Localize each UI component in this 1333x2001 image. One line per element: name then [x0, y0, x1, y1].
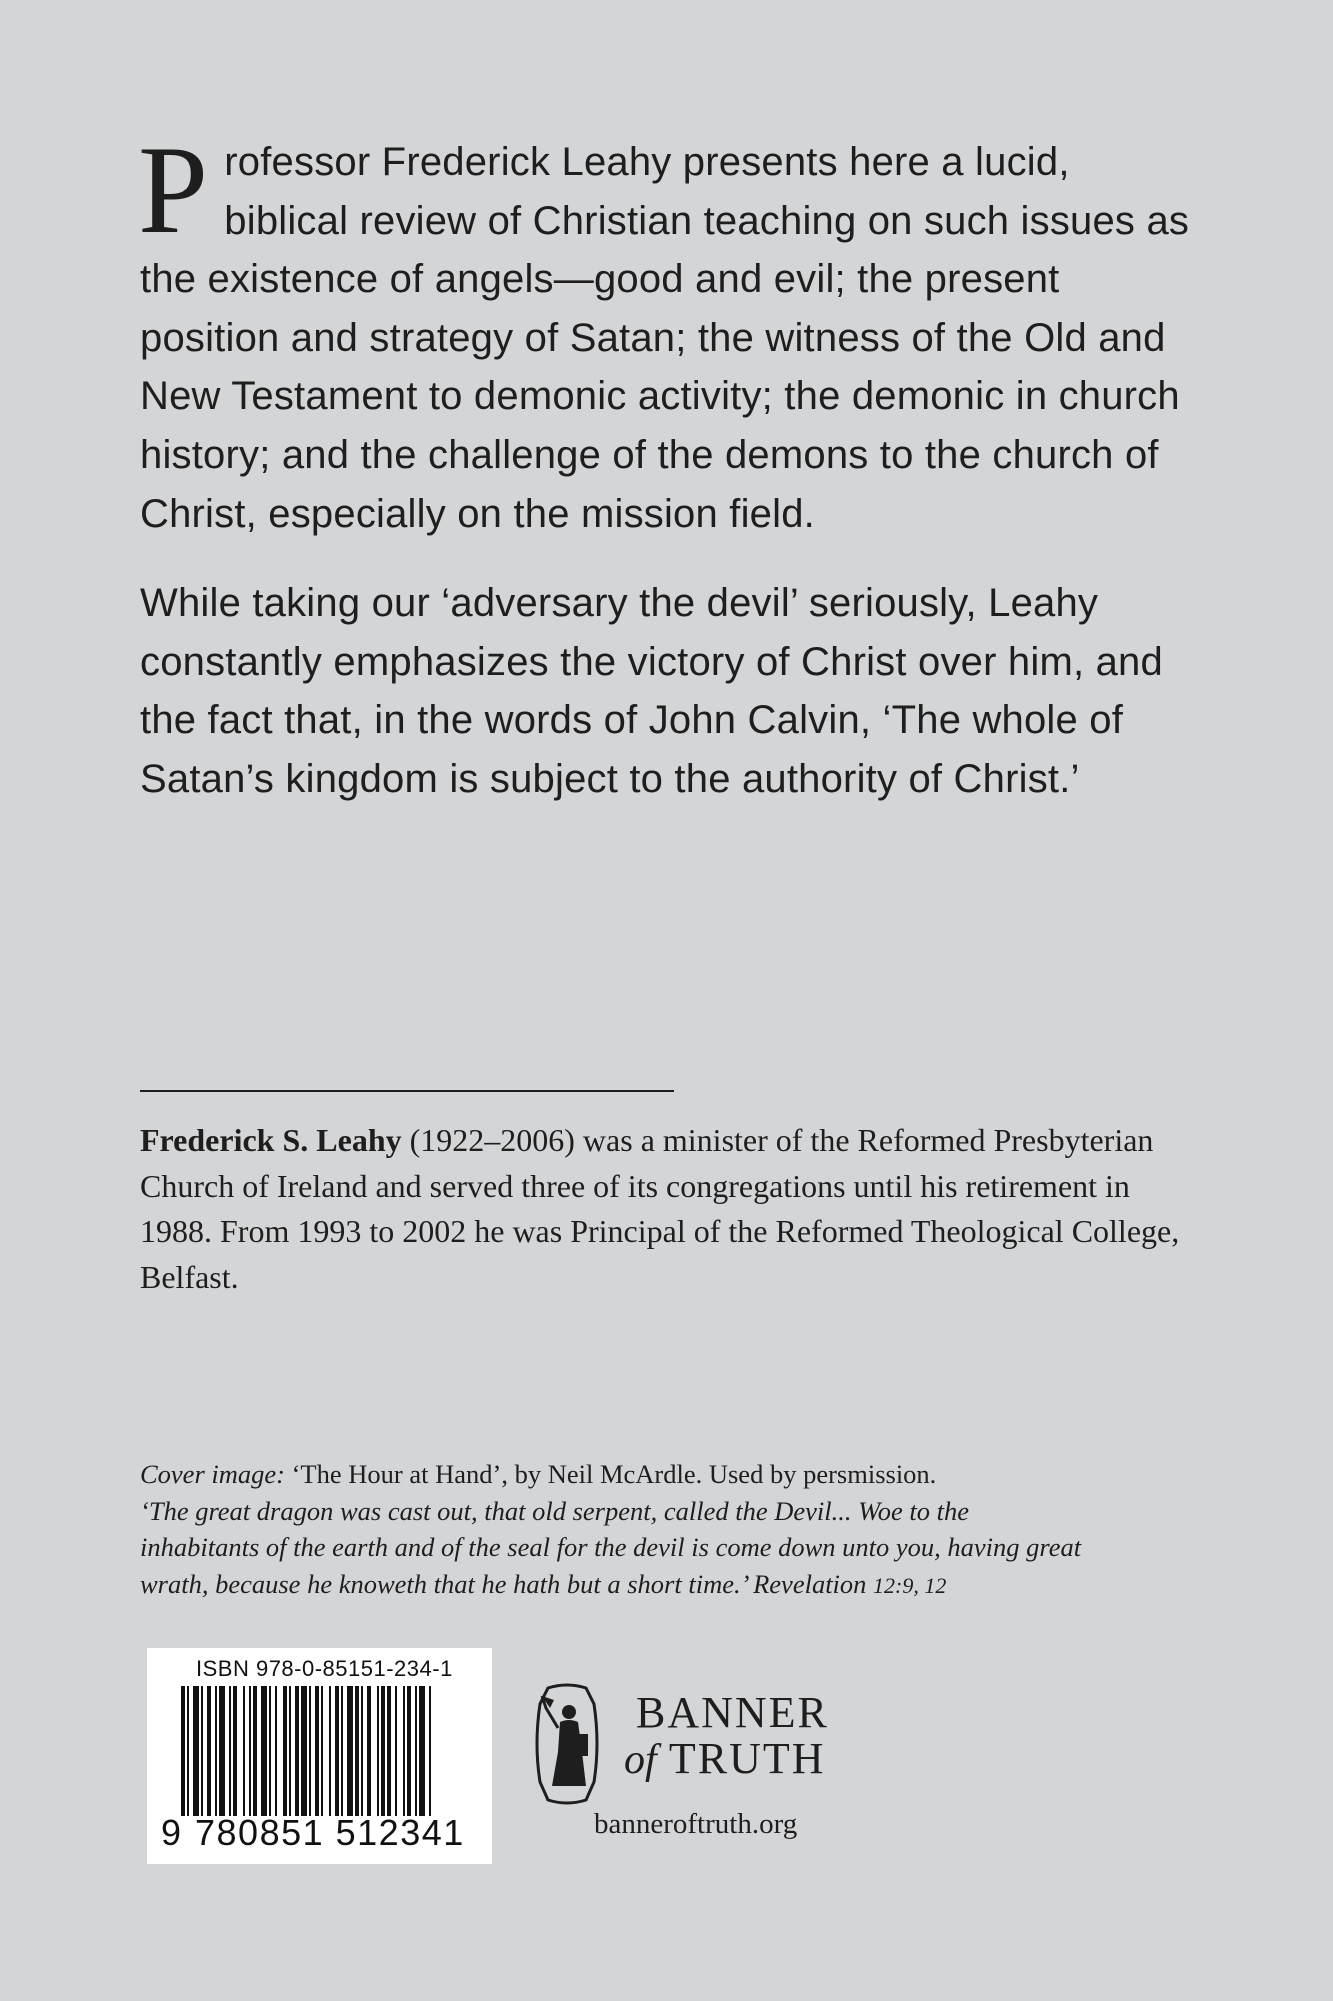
credit-line — [140, 1456, 1200, 1493]
author-bio-text: (1922–2006) was a minister of the Reformed Presbyterian Church of Ireland and served three of its congregations until his retirement in 1988. From 1993 to 2002 he was Principal of the Reformed Theological College, Belfast. — [140, 1122, 1180, 1295]
cover-image-credit — [140, 1456, 1200, 1604]
credit-label: Cover image: — [140, 1459, 285, 1489]
publisher-name-line-1: BANNER — [636, 1688, 829, 1737]
blurb-paragraph-1-text: rofessor Frederick Leahy presents here a lucid, biblical review of Christian teaching on such issues as the existence of angels—good and evil; the present position and strategy of Satan; the witness of the Old and New Testament to demonic activity; the demonic in church history; and the challenge of the demons to the church of Christ, especially on the mission field. — [140, 140, 1190, 536]
publisher-name-of: of — [624, 1737, 657, 1783]
publisher-name — [624, 1688, 829, 1783]
quote-line-3 — [140, 1566, 1200, 1605]
isbn-remaining-digits: 780851 512341 — [195, 1812, 465, 1853]
isbn-barcode — [147, 1648, 492, 1864]
scripture-reference: 12:9, 12 — [873, 1572, 947, 1598]
quote-line-2: inhabitants of the earth and of the seal for the devil is come down unto you, having great — [140, 1532, 1082, 1562]
credit-text: ‘The Hour at Hand’, by Neil McArdle. Used by persmission. — [284, 1459, 937, 1489]
publisher-website: banneroftruth.org — [594, 1808, 798, 1840]
banner-figure-emblem-icon — [528, 1682, 606, 1806]
publisher-name-line-2 — [624, 1736, 829, 1783]
author-bio — [140, 1118, 1200, 1300]
isbn-label: ISBN 978-0-85151-234-1 — [196, 1656, 453, 1681]
blurb-paragraph-2: While taking our ‘adversary the devil’ seriously, Leahy constantly emphasizes the victory of Christ over him, and the fact that, in the words of John Calvin, ‘The whole of Satan’s kingdom is subject to the authority of Christ.’ — [140, 581, 1163, 801]
section-divider — [140, 1090, 674, 1092]
publisher-name-truth: TRUTH — [656, 1734, 826, 1783]
author-name: Frederick S. Leahy — [140, 1122, 402, 1158]
quote-line-1: ‘The great dragon was cast out, that old serpent, called the Devil... Woe to the — [140, 1495, 970, 1526]
quote-line-3-text: wrath, because he knoweth that he hath but a short time.’ Revelation — [140, 1568, 874, 1599]
barcode-bars — [181, 1686, 471, 1816]
drop-cap: P — [138, 121, 209, 260]
isbn-first-digit: 9 — [161, 1812, 183, 1853]
back-cover-blurb — [138, 121, 1200, 809]
blurb-paragraph-1 — [138, 121, 1200, 543]
